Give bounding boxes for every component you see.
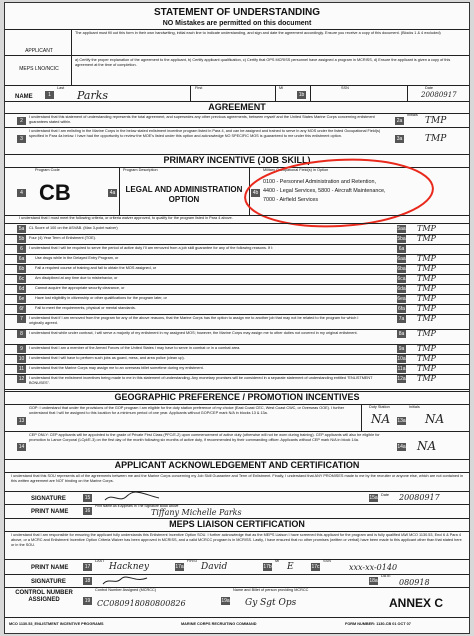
- agreement-line-3: I understand that I am enlisting in the Marine Corps in the below stated enlistment incentive program listed in Para 4, and can be assigned and trained to serve in any MOS under the listed Occupational Field(s) specified in Para 4a below. I have had the opportunity to review the MOE's listed under this option and acknowledge NO SPECIFIC MOS is guaranteed to me under this enlistment option.: [29, 129, 381, 138]
- block-number: 5a: [18, 226, 25, 232]
- acknowledgement-title: APPLICANT ACKNOWLEDGEMENT AND CERTIFICATION: [114, 460, 360, 470]
- meps-text: I understand that I am responsible for ensuring the applicant fully understands this Enlistment Incentive Option SOU. I further acknowledge that as the MEPS Liaison I have screened this applicant for the program and is fully qualified IAW MCO 1130.53, Encl 6 & Para 4 above, or a MCRC and Enlistment Incentive Option Criteria Waiver has been approved in MCRISS, and a valid MCRCC program is in MCRISS. Lastly, I have ensured that no other promises (written or verbal) have been made to this applicant other than that stated here or in the SOU.: [11, 533, 462, 547]
- block-number: 6d: [18, 286, 25, 292]
- applicant-last-name: Parks: [77, 89, 109, 102]
- mos-line-3: 7000 - Airfield Services: [263, 197, 319, 203]
- ops-name: Gy Sgt Ops: [245, 598, 297, 608]
- criteria-initials: TMP: [417, 314, 436, 323]
- name-label: NAME: [15, 94, 33, 100]
- program-description: LEGAL AND ADMINISTRATION OPTION: [125, 185, 243, 205]
- applicant-signature: [103, 492, 163, 504]
- block-number: 10: [18, 356, 25, 362]
- criteria-text: Fail to meet the requirements, physical or mental standards.: [35, 306, 136, 310]
- criteria-initials: TMP: [417, 354, 436, 363]
- criteria-text: I understand that I will have to perform such jobs as guard, mess, and area police (clean up).: [29, 356, 185, 360]
- criteria-initials: TMP: [417, 294, 436, 303]
- liaison-ssn: xxx-xx-0140: [349, 563, 398, 572]
- initial-block-number: 9a: [398, 346, 405, 352]
- criteria-text: I understand that the enlistment incentives being made to me in this statement of understanding. Any monetary promises will be considered in a separate statement of understanding entitled "ENLISTMENT BONUSES".: [29, 376, 373, 385]
- criteria-text: I understand that I am a member of the Armed Forces of the United States I may have to serve in combat or in a combat area.: [29, 346, 241, 350]
- initial-block-number: 6fa: [398, 306, 405, 312]
- applicant-text: The applicant must fill out this form in their own handwriting, initial each line to indicate understanding, and sign and date the agreement accordingly. Ensure you receive a copy of this document. (Blocks 1 & 4 excluded): [75, 31, 441, 35]
- criteria-text: Fail a required course of training and fail to obtain the MOS assigned, or: [35, 266, 157, 270]
- criteria-initials: TMP: [417, 304, 436, 313]
- initial-block-number: 10a: [397, 356, 406, 362]
- applicant-date: 20080917: [421, 91, 457, 99]
- criteria-text: I understand that if I am removed from the program for any of the above reasons, that the Marine Corps has the option to assign me to another job that may not be related to the program for which I originally agreed.: [29, 316, 359, 325]
- block-number: 1: [45, 91, 54, 99]
- initial-block-number: 7a: [398, 316, 405, 322]
- criteria-initials: TMP: [417, 284, 436, 293]
- document-page: STATEMENT OF UNDERSTANDING NO Mistakes are permitted on this document APPLICANT The applicant must fill out this form in their own handwriting, initial each line to indicate understanding, and sign and date the agreement accordingly. Ensure you receive a copy of this document. (Blocks 1 & 4 excluded) MEPS LNO/NCIC a) Certify the proper explanation of the agreement to the applicant, b) Certify applicant qualification, c) Certify that OPS MCRISS personnel have assigned a program in MCRISS, d) Ensure the applicant is given a copy of this agreement at the time of completion. NAME 1 Last Parks First MI 1b SSN Date 20080917 AGREEMENT 2 I understand that this statement of understanding represents the total agreement, and supersedes any other previous agreements, between myself and the United States Marine Corps concerning enlistment guarantees stated within. 2a Initials TMP 3 I understand that I am enlisting in the Marine Corps in the below stated enlistment incentive program listed in Para 4, and can be assigned and trained to serve in any MOS under the listed Occupational Field(s) specified in Para 4a below. I have had the opportunity to review the MOE's listed under this option and acknowledge NO SPECIFIC MOS is guaranteed to me under this enlistment option. 3a TMP PRIMARY INCENTIVE (JOB SKILL) Program Code 4 CB 4a Program Description LEGAL AND ADMINISTRATION OPTION 4b Military Occupational Field(s) in Option 0100 - Personnel Administration and Retention, 4400 - Legal Services, 5800 - Aircraft Maintenance, 7000 - Airfield Services I understand that I must meet the following criteria, or criteria waiver approved, to qualify for the program listed in Para 4 above. 5a CL Score of 100 on the ASVAB. (Max 3-point waiver) 5aa TMP 5b Four (4) Year Term of Enlistment (TOE). 5ba TMP 6 I understand that I will be required to serve the period of active duty I'll am removed from a job skill guarantee for any of the following reasons. If I: 6a 6a Use drugs while in the Delayed Entry Program, or 6aa TMP 6b Fail a required course of training and fail to obtain the MOS assigned, or 6ba TMP 6c Am disciplined at any time due to misbehavior, or 6ca TMP 6d Cannot acquire the appropriate security clearance, or 6da TMP 6e Have lost eligibility in citizenship or other qualifications for the program later, or 6ea TMP 6f Fail to meet the requirements, physical or mental standards. 6fa TMP 7 I understand that if I am removed from the program for any of the above reasons, that the Marine Corps has the option to assign me to another job that may not be related to the program for which I originally agreed. 7a TMP 8 I understand that while under contract, I will serve a majority of my enlistment in my assigned MOS; however, the Marine Corps may assign me to other duties not covered in my original enlistment. 8a TMP 9 I understand that I am a member of the Armed Forces of the United States I may have to serve in combat or in a combat area. 9a TMP 10 I understand that I will have to perform such jobs as guard, mess, and area police (clean up). 10a TMP 11 I understand that the Marine Corps may assign me to an overseas billet sometime during my enlistment. 11a TMP 12 I understand that the enlistment incentives being made to me in this statement of understanding. Any monetary promises will be considered in a separate statement of understanding entitled "ENLISTMENT BONUSES". 12a TMP GEOGRAPHIC PREFERENCE / PROMOTION INCENTIVES 13 GOP: I understand that under the provisions of the GOP program I am eligible for the duty station preference of my choice (East Coast CEC, West Coast CWC, or Overseas OOE). I further understand that I will be assigned to this location for a minimum period of one year. Applicants without GOP/CEP mark N/A in blocks 13 & 13a. Duty Station NA 13a Initials NA 14 CEP ONLY: CEP applicants will be appointed to the grade of Private First Class (PFC/E-2) upon commencement of active duty (otherwise will not be worn during training). CEP applicants will also be eligible for promotion to Lance Corporal (LCpl/E-3) on the first day of the month following six months of active duty, if recommended by their commanding officer. Applicants without CEP mark N/A in block 14a. 14a NA APPLICANT ACKNOWLEDGEMENT AND CERTIFICATION I understand that this SOU represents all of the agreements between me and the Marine Corps concerning my Job Skill Guarantee and Term of Enlistment. Finally, I understand that ANY PROMISES made to me by the recruiter or anyone else, which are not contained in this written agreement are NOT binding on the Marine Corps. SIGNATURE 15 15a Date 20080917 PRINT NAME 16 Print Name As It Appears In The Signature Block Above Tiffany Michelle Parks MEPS LIAISON CERTIFICATION I understand that I am responsible for ensuring the applicant fully understands this Enlistment Incentive Option SOU. I further acknowledge that as the MEPS Liaison I have screened this applicant for the program and is fully qualified IAW MCO 1130.53, Encl 6 & Para 4 above, or a MCRC and Enlistment Incentive Option Criteria Waiver has been approved in MCRISS, and a valid MCRCC program is in MCRISS. Lastly, I have ensured that no other promises (written or verbal) have been made to this applicant other than that stated here or in the SOU. PRINT NAME 17 LAST Hackney 17a FIRST David 17b MI E 17c SSN xxx-xx-0140 SIGNATURE 18 18a DATE 080918 CONTROL NUMBER ASSIGNED 19 Control Number Assigned (MCRCC) CC080918080800826 19a Name and Billet of person providing MCRCC Gy Sgt Ops ANNEX C MCO 1130.53_ENLISTMENT INCENTIVE PROGRAMS MARINE CORPS RECRUITING COMMAND FORM NUMBER: 1130-CB 01 OCT 07: [4, 2, 470, 634]
- criteria-text: I understand that while under contract, I will serve a majority of my enlistment in my assigned MOS; however, the Marine Corps may assign me to other duties not covered in my original enlistment.: [29, 331, 358, 335]
- initials-14: NA: [417, 439, 437, 453]
- hand-drawn-circle: [241, 156, 437, 231]
- liaison-mi: E: [287, 562, 294, 572]
- block-number: 12: [18, 376, 25, 382]
- criteria-initials: TMP: [417, 344, 436, 353]
- footer-center: MARINE CORPS RECRUITING COMMAND: [181, 622, 257, 626]
- geographic-title: GEOGRAPHIC PREFERENCE / PROMOTION INCENTIVES: [114, 392, 360, 402]
- criteria-initials: TMP: [417, 274, 436, 283]
- footer-right: FORM NUMBER: 1130-CB 01 OCT 07: [345, 622, 411, 626]
- criteria-text: Am disciplined at any time due to misbehavior, or: [35, 276, 118, 280]
- agreement-line-2: I understand that this statement of understanding represents the total agreement, and supersedes any other previous agreements, between myself and the United States Marine Corps concerning enlistment guarantees stated within.: [29, 115, 375, 124]
- block-number: 8: [17, 330, 26, 338]
- footer-left: MCO 1130.53_ENLISTMENT INCENTIVE PROGRAMS: [9, 622, 104, 626]
- initial-block-number: 11a: [397, 366, 406, 372]
- criteria-initials: TMP: [417, 264, 436, 273]
- geo-line-14: CEP ONLY: CEP applicants will be appointed to the grade of Private First Class (PFC/E-2) upon commencement of active duty (otherwise will not be worn during training). CEP applicants will also be eligible for promotion to Lance Corporal (LCpl/E-3) on the first day of the month following six months of active duty, if recommended by their commanding officer. Applicants without CEP mark N/A in block 14a.: [29, 433, 380, 443]
- criteria-initials: TMP: [417, 364, 436, 373]
- applicant-print-name: Tiffany Michelle Parks: [151, 508, 242, 517]
- block-number: 6b: [18, 266, 25, 272]
- initials-13: NA: [425, 412, 445, 426]
- criteria-initials: TMP: [417, 234, 436, 243]
- criteria-intro: I understand that I must meet the following criteria, or criteria waiver approved, to qualify for the program listed in Para 4 above.: [19, 216, 233, 220]
- criteria-initials: TMP: [417, 224, 436, 233]
- annex-label: ANNEX C: [389, 596, 444, 610]
- criteria-initials: TMP: [417, 254, 436, 263]
- initial-block-number: 5ba: [397, 236, 406, 242]
- block-number: 5b: [18, 236, 25, 242]
- initial-block-number: 6ca: [397, 276, 406, 282]
- mos-line-1: 0100 - Personnel Administration and Retention,: [263, 179, 376, 185]
- form-subtitle: NO Mistakes are permitted on this document: [162, 20, 312, 27]
- program-code: CB: [39, 180, 71, 205]
- criteria-text: I understand that the Marine Corps may assign me to an overseas billet sometime during my enlistment.: [29, 366, 204, 370]
- criteria-initials: TMP: [417, 374, 436, 383]
- meps-text: a) Certify the proper explanation of the agreement to the applicant, b) Certify applicant qualification, c) Certify that OPS MCRISS personnel have assigned a program in MCRISS, d) Ensure the applicant is given a copy of this agreement at the time of completion.: [75, 58, 451, 67]
- block-number: 6a: [18, 256, 25, 262]
- criteria-initials: TMP: [417, 329, 436, 338]
- initial-block-number: 6a: [398, 246, 405, 252]
- meps-certification-title: MEPS LIAISON CERTIFICATION: [169, 519, 305, 529]
- criteria-text: CL Score of 100 on the ASVAB. (Max 3-point waiver): [29, 226, 118, 230]
- agreement-title: AGREEMENT: [208, 102, 266, 112]
- initials-3: TMP: [425, 134, 447, 144]
- liaison-last-name: Hackney: [109, 562, 149, 572]
- criteria-text: Four (4) Year Term of Enlistment (TOE).: [29, 236, 96, 240]
- initial-block-number: 6aa: [397, 256, 406, 262]
- block-number: 6f: [17, 305, 26, 313]
- initial-block-number: 8a: [398, 331, 405, 337]
- liaison-first-name: David: [201, 562, 228, 572]
- geo-line-13: GOP: I understand that under the provisions of the GOP program I am eligible for the duty station preference of my choice (East Coast CEC, West Coast CWC, or Overseas OOE). I further understand that I will be assigned to this location for a minimum period of one year. Applicants without GOP/CEP mark N/A in blocks 13 & 13a.: [29, 406, 345, 416]
- duty-station: NA: [371, 412, 391, 426]
- initial-block-number: 6da: [397, 286, 406, 292]
- control-number: CC080918080800826: [97, 599, 186, 608]
- block-number: 9: [17, 345, 26, 353]
- initial-block-number: 6ea: [397, 296, 406, 302]
- primary-incentive-title: PRIMARY INCENTIVE (JOB SKILL): [163, 155, 311, 165]
- mos-line-2: 4400 - Legal Services, 5800 - Aircraft Maintenance,: [263, 188, 386, 194]
- initial-block-number: 12a: [397, 376, 406, 382]
- initials-2: TMP: [425, 116, 447, 126]
- form-title: STATEMENT OF UNDERSTANDING: [153, 7, 321, 18]
- acknowledgement-text: I understand that this SOU represents all of the agreements between me and the Marine Corps concerning my Job Skill Guarantee and Term of Enlistment. Finally, I understand that ANY PROMISES made to me by the recruiter or anyone else, which are not contained in this written agreement are NOT binding on the Marine Corps.: [11, 474, 464, 484]
- applicant-label: APPLICANT: [25, 48, 53, 54]
- liaison-date: 080918: [399, 578, 430, 587]
- criteria-text: Have lost eligibility in citizenship or other qualifications for the program later, or: [35, 296, 167, 300]
- criteria-text: Cannot acquire the appropriate security clearance, or: [35, 286, 125, 290]
- block-number: 6e: [18, 296, 25, 302]
- block-number: 11: [18, 366, 25, 372]
- criteria-text: Use drugs while in the Delayed Entry Program, or: [35, 256, 119, 260]
- initial-block-number: 5aa: [397, 226, 406, 232]
- block-number: 7: [17, 315, 26, 323]
- block-number: 6: [17, 245, 26, 253]
- block-number: 6c: [18, 276, 25, 282]
- meps-label: MEPS LNO/NCIC: [19, 66, 59, 72]
- initial-block-number: 6ba: [397, 266, 406, 272]
- liaison-signature: [101, 575, 151, 587]
- acknowledgement-date: 20080917: [399, 493, 440, 502]
- criteria-text: I understand that I will be required to serve the period of active duty I'll am removed from a job skill guarantee for any of the following reasons. If I:: [29, 246, 274, 250]
